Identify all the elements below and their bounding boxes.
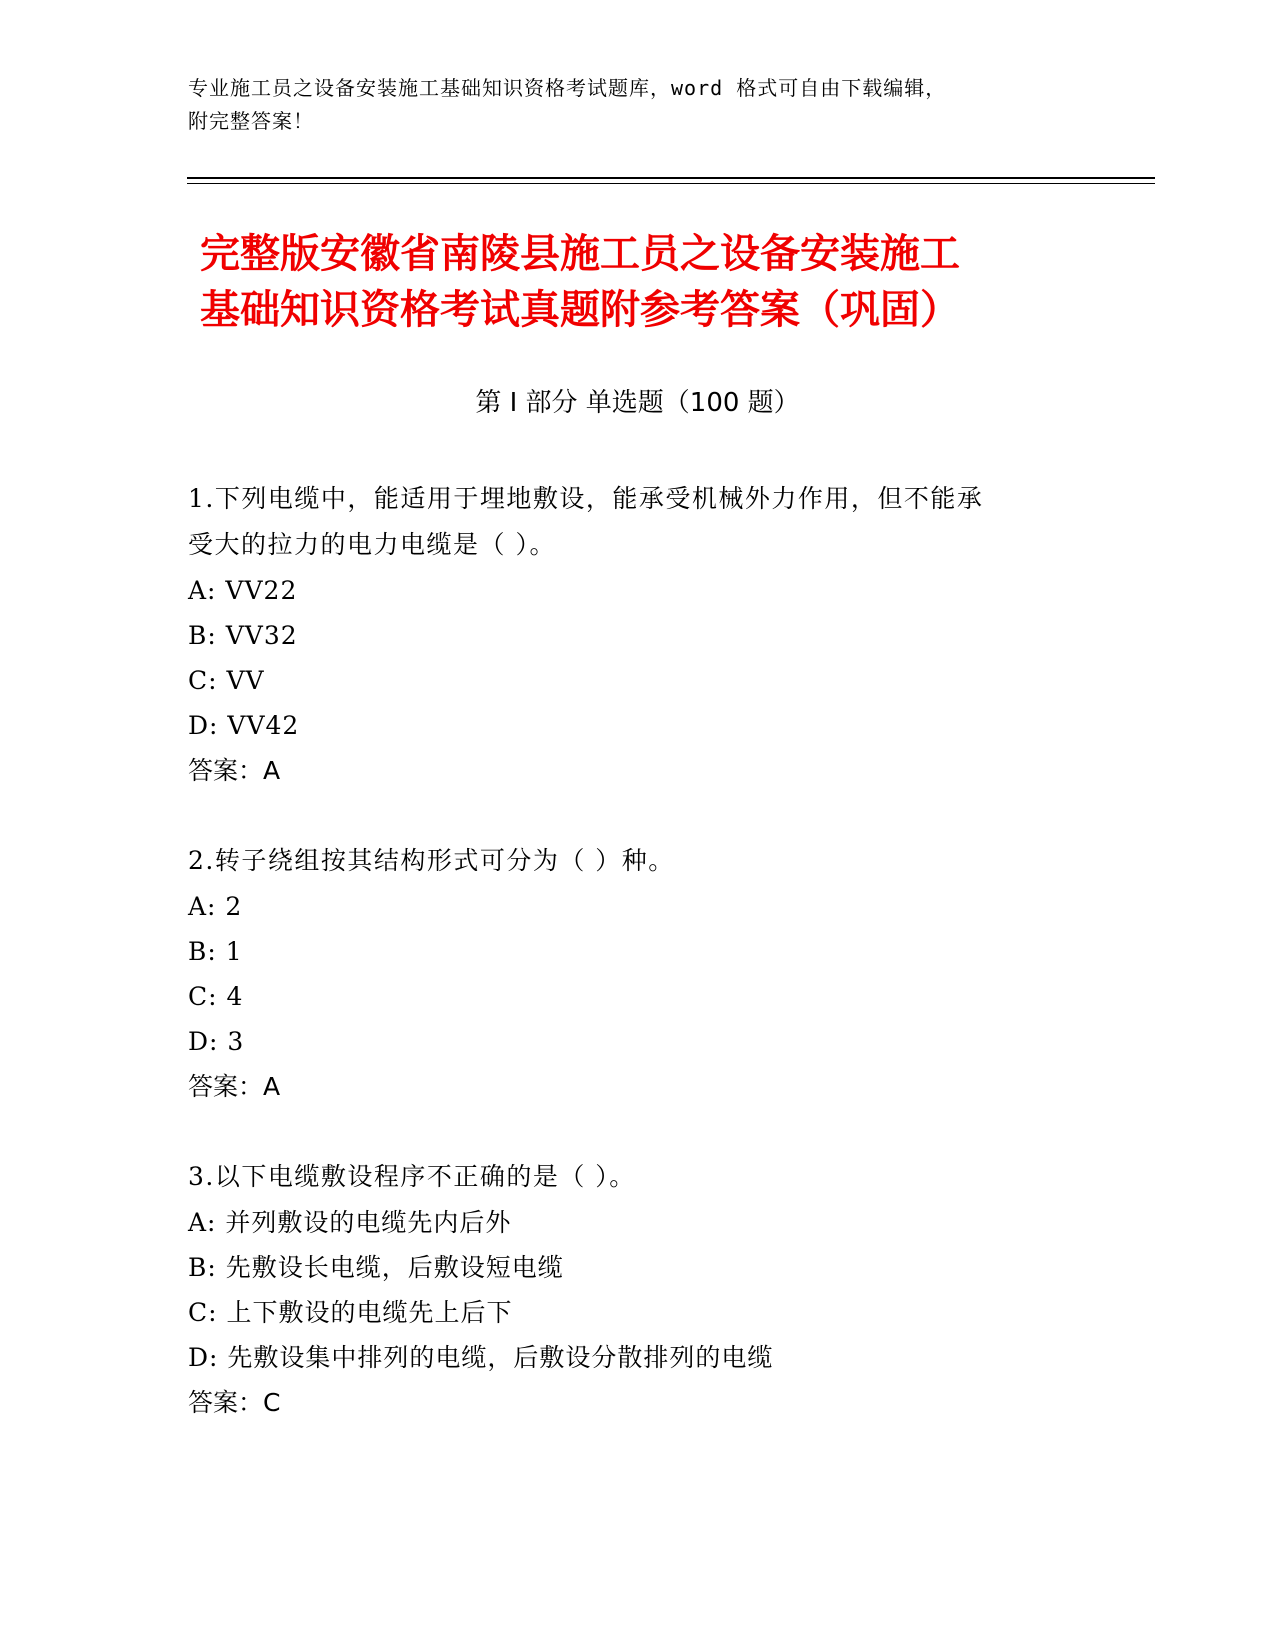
document-title bbox=[200, 226, 1100, 338]
option-d: D: 先敷设集中排列的电缆，后敷设分散排列的电缆 bbox=[188, 1343, 774, 1372]
option-d: D: 3 bbox=[188, 1027, 245, 1056]
header-rule-thin bbox=[187, 183, 1155, 184]
option-d: D: VV42 bbox=[188, 711, 300, 740]
answer-line: 答案：A bbox=[188, 1072, 281, 1101]
question-3 bbox=[188, 1154, 1088, 1425]
header-note-line-1: 专业施工员之设备安装施工基础知识资格考试题库，word 格式可自由下载编辑， bbox=[188, 76, 947, 100]
option-c: C: VV bbox=[188, 666, 265, 695]
header-note bbox=[188, 72, 1068, 138]
option-b: B: VV32 bbox=[188, 621, 298, 650]
answer-line: 答案：C bbox=[188, 1388, 281, 1417]
option-b: B: 先敷设长电缆，后敷设短电缆 bbox=[188, 1253, 564, 1282]
question-stem-line: 受大的拉力的电力电缆是（ ）。 bbox=[188, 530, 556, 559]
question-stem-line: 2.转子绕组按其结构形式可分为（ ）种。 bbox=[188, 846, 675, 875]
option-a: A: 并列敷设的电缆先内后外 bbox=[188, 1208, 512, 1237]
question-stem-line: 3.以下电缆敷设程序不正确的是（ ）。 bbox=[188, 1162, 636, 1191]
document-title-line-2: 基础知识资格考试真题附参考答案（巩固） bbox=[200, 287, 960, 333]
option-c: C: 4 bbox=[188, 982, 244, 1011]
option-a: A: VV22 bbox=[188, 576, 298, 605]
section-heading: 第 I 部分 单选题（100 题） bbox=[475, 388, 800, 418]
document-title-line-1: 完整版安徽省南陵县施工员之设备安装施工 bbox=[200, 231, 960, 277]
option-b: B: 1 bbox=[188, 937, 243, 966]
question-1 bbox=[188, 476, 1088, 793]
answer-line: 答案：A bbox=[188, 756, 281, 785]
question-2 bbox=[188, 838, 1088, 1109]
option-c: C: 上下敷设的电缆先上后下 bbox=[188, 1298, 513, 1327]
question-list bbox=[188, 476, 1088, 1470]
header-rule-thick bbox=[187, 177, 1155, 179]
header-note-line-2: 附完整答案！ bbox=[188, 109, 314, 133]
option-a: A: 2 bbox=[188, 892, 243, 921]
question-stem-line: 1.下列电缆中，能适用于埋地敷设，能承受机械外力作用，但不能承 bbox=[188, 484, 984, 513]
